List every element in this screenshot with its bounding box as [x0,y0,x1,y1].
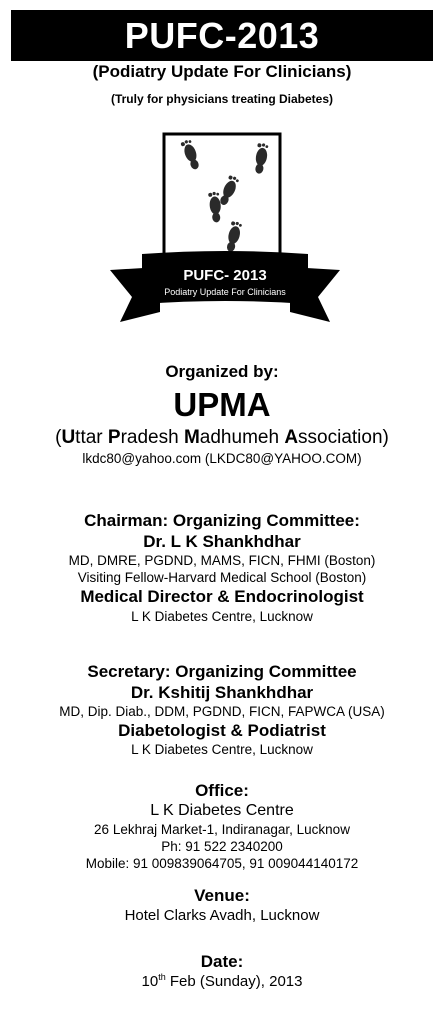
page-title: PUFC-2013 [11,10,433,61]
organizer-full-name-part: ssociation) [298,427,389,448]
secretary-name: Dr. Kshitij Shankhdhar [130,683,314,702]
office-label: Office: [195,781,249,800]
subtitle-part: P [98,62,110,81]
event-date [0,972,444,990]
office-mobile: Mobile: 91 009839064705, 91 009044140172 [85,856,359,871]
organizer-full-name-part: ( [55,427,62,448]
logo-banner-subtitle: Podiatry Update For Clinicians [164,287,286,297]
office-name: L K Diabetes Centre [150,802,294,819]
organizer-full-name-part: P [107,427,121,448]
tagline: (Truly for physicians treating Diabetes) [110,92,334,106]
chairman-institution: L K Diabetes Centre, Lucknow [131,609,313,624]
organizer-full-name-part: radesh [120,427,184,448]
chairman-qualifications: MD, DMRE, PGDND, MAMS, FICN, FHMI (Boston) [68,553,376,568]
secretary-qualifications: MD, Dip. Diab., DDM, PGDND, FICN, FAPWCA (USA) [59,704,385,719]
secretary-institution: L K Diabetes Centre, Lucknow [131,742,313,757]
organizer-full-name-part: U [61,427,76,448]
organizer-full-name-part: adhumeh [199,427,285,448]
organized-by-label: Organized by: [165,362,279,381]
subtitle-part: ( [92,62,99,81]
subtitle-part: odiatry [109,62,171,81]
organizer-name: UPMA [173,386,271,423]
venue-label: Venue: [194,886,250,905]
logo-banner-title: PUFC- 2013 [183,267,267,284]
subtitle-part: C [265,62,278,81]
chairman-name: Dr. L K Shankhdhar [143,532,301,551]
office-address: 26 Lekhraj Market-1, Indiranagar, Lucknow [94,822,350,837]
subtitle-part: U [170,62,184,81]
event-logo [80,132,370,332]
date-rest: Feb (Sunday), 2013 [165,973,303,990]
organizer-full-name-part: A [284,427,299,448]
secretary-title: Diabetologist & Podiatrist [118,721,326,740]
subtitle-part: or [243,62,266,81]
organizer-full-name-part: M [183,427,200,448]
subtitle [0,62,444,82]
footprints-logo-graphic [80,132,370,332]
date-suffix: th [158,972,166,982]
organizer-full-name [0,427,444,449]
subtitle-part: F [233,62,244,81]
date-label: Date: [200,952,244,971]
subtitle-part: linicians) [277,62,352,81]
venue-place: Hotel Clarks Avadh, Lucknow [124,907,320,924]
organizer-full-name-part: ttar [75,427,108,448]
subtitle-part: pdate [183,62,234,81]
office-phone: Ph: 91 522 2340200 [161,839,283,854]
organizer-email[interactable]: lkdc80@yahoo.com (LKDC80@YAHOO.COM) [82,451,362,466]
chairman-fellowship: Visiting Fellow-Harvard Medical School (Boston) [77,570,367,585]
chairman-role: Chairman: Organizing Committee: [84,511,360,530]
secretary-role: Secretary: Organizing Committee [87,662,357,681]
chairman-title: Medical Director & Endocrinologist [80,587,364,606]
date-day: 10 [141,973,159,990]
